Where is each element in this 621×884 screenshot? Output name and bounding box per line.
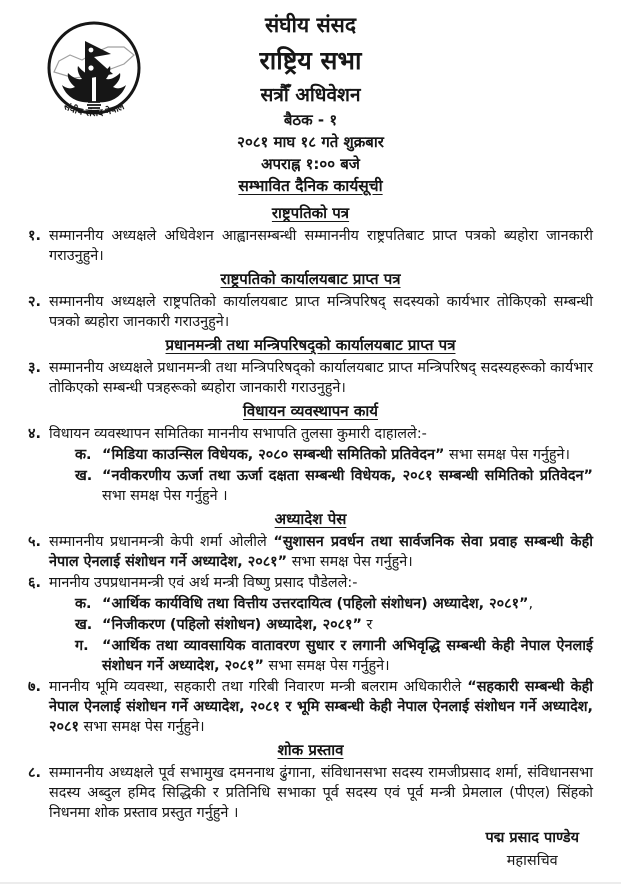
- text-run: र: [361, 617, 373, 633]
- text-run: सम्माननीय अध्यक्षले प्रधानमन्त्री तथा मन्त्रिपरिषद्को कार्यालयबाट प्राप्त मन्त्रिपरिषद् सदस्यहरूको कार्यभार तोकिएको सम्बन्धी पत्रहरूको ब्यहोरा जानकारी गराउनुहुने।: [49, 360, 593, 396]
- item-text: [49, 573, 593, 593]
- subitem-letter: ख.: [75, 468, 93, 484]
- text-run: सभा समक्ष पेस गर्नुहुने।: [287, 554, 413, 570]
- text-run: सम्माननीय अध्यक्षले राष्ट्रपतिको कार्यालयबाट प्राप्त मन्त्रिपरिषद् सदस्यको कार्यभार तोकिएको सम्बन्धी पत्रको ब्यहोरा जानकारी गराउनुहुने।: [49, 294, 593, 330]
- item-number: ६.: [28, 575, 41, 591]
- text-run: विधायन व्यवस्थापन समितिका माननीय सभापति तुलसा कुमारी दाहालले:-: [49, 426, 427, 442]
- text-run: ,: [528, 596, 534, 612]
- flag-sun-icon: [88, 65, 93, 70]
- text-run: “सहकारी सम्बन्धी केही नेपाल ऐनलाई संशोधन गर्ने अध्यादेश, २०८१ र भूमि सम्बन्धी केही नेपाल ऐनलाई संशोधन गर्ने अध्यादेश, २०८१: [49, 679, 593, 735]
- subitem-text: [102, 466, 593, 506]
- assembly-title: राष्ट्रिय सभा: [259, 46, 362, 75]
- agenda-item: [28, 226, 593, 266]
- text-run: सम्माननीय अध्यक्षले पूर्व सभामुख दमननाथ ढुंगाना, संविधानसभा सदस्य रामजीप्रसाद शर्मा, संविधानसभा सदस्य अब्दुल हमिद सिद्धिकी र प्रतिनिधि सभाका पूर्व सदस्य एवं पूर्व मन्त्री प्रेमलाल (पीएल) सिंहको निधनमा शोक प्रस्ताव प्रस्तुत गर्नुहुने ।: [49, 765, 593, 821]
- section-heading: राष्ट्रपतिको कार्यालयबाट प्राप्त पत्र: [220, 270, 401, 288]
- item-text: [49, 226, 593, 266]
- signature-title: महासचिव: [506, 853, 558, 869]
- meeting-number: बैठक - १: [283, 111, 338, 129]
- text-run: सम्माननीय अध्यक्षले अधिवेशन आह्वानसम्बन्धी सम्माननीय राष्ट्रपतिबाट प्राप्त पत्रको ब्यहोरा जानकारी गराउनुहुने।: [49, 228, 593, 264]
- item-text: [49, 424, 593, 444]
- item-text: [49, 763, 593, 823]
- agenda-item: [28, 573, 593, 593]
- subitem-text: [102, 594, 593, 614]
- item-number: ३.: [28, 360, 41, 376]
- text-run: “सुशासन प्रवर्धन तथा सार्वजनिक सेवा प्रवाह सम्बन्धी केही नेपाल ऐनलाई संशोधन गर्ने अध्यादेश, २०८१”: [49, 534, 593, 570]
- item-number: ४.: [28, 426, 41, 442]
- agenda-item: [28, 763, 593, 823]
- agenda-subitem: [75, 445, 593, 465]
- agenda-sections: [0, 198, 621, 823]
- text-run: “आर्थिक तथा व्यावसायिक वातावरण सुधार र लगानी अभिवृद्धि सम्बन्धी केही नेपाल ऐनलाई संशोधन गर्ने अध्यादेश, २०८१”: [102, 638, 593, 674]
- agenda-subitem: [75, 636, 593, 676]
- agenda-subitem: [75, 594, 593, 614]
- meeting-time: अपराह्न १:०० बजे: [261, 155, 360, 173]
- section-heading: राष्ट्रपतिको पत्र: [271, 204, 350, 222]
- signature-name: पद्म प्रसाद पाण्डेय: [485, 830, 579, 846]
- meeting-date: २०८१ माघ १८ गते शुक्रबार: [237, 133, 384, 151]
- parliament-title: संघीय संसद: [264, 13, 357, 37]
- text-run: सम्माननीय प्रधानमन्त्री केपी शर्मा ओलीले: [49, 534, 274, 550]
- section-heading: अध्यादेश पेस: [274, 510, 347, 528]
- subitem-letter: क.: [75, 447, 92, 463]
- agenda-item: [28, 358, 593, 398]
- text-run: “मिडिया काउन्सिल विधेयक, २०८० सम्बन्धी समितिको प्रतिवेदन”: [102, 447, 445, 463]
- section-heading: विधायन व्यवस्थापन कार्य: [243, 402, 378, 420]
- section-heading: प्रधानमन्त्री तथा मन्त्रिपरिषद्को कार्यालयबाट प्राप्त पत्र: [165, 336, 456, 354]
- text-run: सभा समक्ष पेस गर्नुहुने।: [78, 719, 205, 735]
- item-text: [49, 292, 593, 332]
- agenda-item: [28, 677, 593, 737]
- agenda-item: [28, 532, 593, 572]
- agenda-subitem: [75, 466, 593, 506]
- agenda-title: सम्भावित दैनिक कार्यसूची: [238, 177, 383, 195]
- session-title: सत्रौँ अधिवेशन: [260, 84, 361, 106]
- subitem-letter: ख.: [75, 617, 93, 633]
- text-run: सभा समक्ष पेस गर्नुहुने ।: [102, 488, 228, 504]
- agenda-subitem: [75, 615, 593, 635]
- item-text: [49, 532, 593, 572]
- item-number: २.: [28, 294, 41, 310]
- subitem-text: [102, 445, 593, 465]
- agenda-item: [28, 424, 593, 444]
- text-run: “आर्थिक कार्यविधि तथा वित्तीय उत्तरदायित्व (पहिलो संशोधन) अध्यादेश, २०८१”: [102, 596, 529, 612]
- item-text: [49, 358, 593, 398]
- parliament-logo: [44, 18, 144, 138]
- text-run: माननीय उपप्रधानमन्त्री एवं अर्थ मन्त्री विष्णु प्रसाद पौडेलले:-: [49, 575, 358, 591]
- section-heading: शोक प्रस्ताव: [277, 741, 344, 759]
- text-run: “नवीकरणीय ऊर्जा तथा ऊर्जा दक्षता सम्बन्धी विधेयक, २०८१ सम्बन्धी समितिको प्रतिवेदन”: [102, 468, 593, 484]
- subitem-text: [102, 615, 593, 635]
- text-run: सभा समक्ष पेस गर्नुहुने।: [263, 658, 390, 674]
- item-number: ७.: [28, 679, 41, 695]
- item-number: ८.: [28, 765, 41, 781]
- subitem-letter: ग.: [75, 638, 89, 654]
- text-run: माननीय भूमि व्यवस्था, सहकारी तथा गरिबी निवारण मन्त्री बलराम अधिकारीले: [49, 679, 468, 695]
- text-run: सभा समक्ष पेस गर्नुहुने।: [444, 447, 571, 463]
- agenda-item: [28, 292, 593, 332]
- subitem-text: [102, 636, 593, 676]
- logo-caption: संघीय संसद नेपाल: [61, 101, 127, 120]
- flag-moon-icon: [89, 48, 94, 53]
- item-text: [49, 677, 593, 737]
- text-run: “निजीकरण (पहिलो संशोधन) अध्यादेश, २०८१”: [102, 617, 362, 633]
- signature-block: [485, 827, 579, 873]
- subitem-letter: क.: [75, 596, 92, 612]
- item-number: ५.: [28, 534, 41, 550]
- item-number: १.: [28, 228, 41, 244]
